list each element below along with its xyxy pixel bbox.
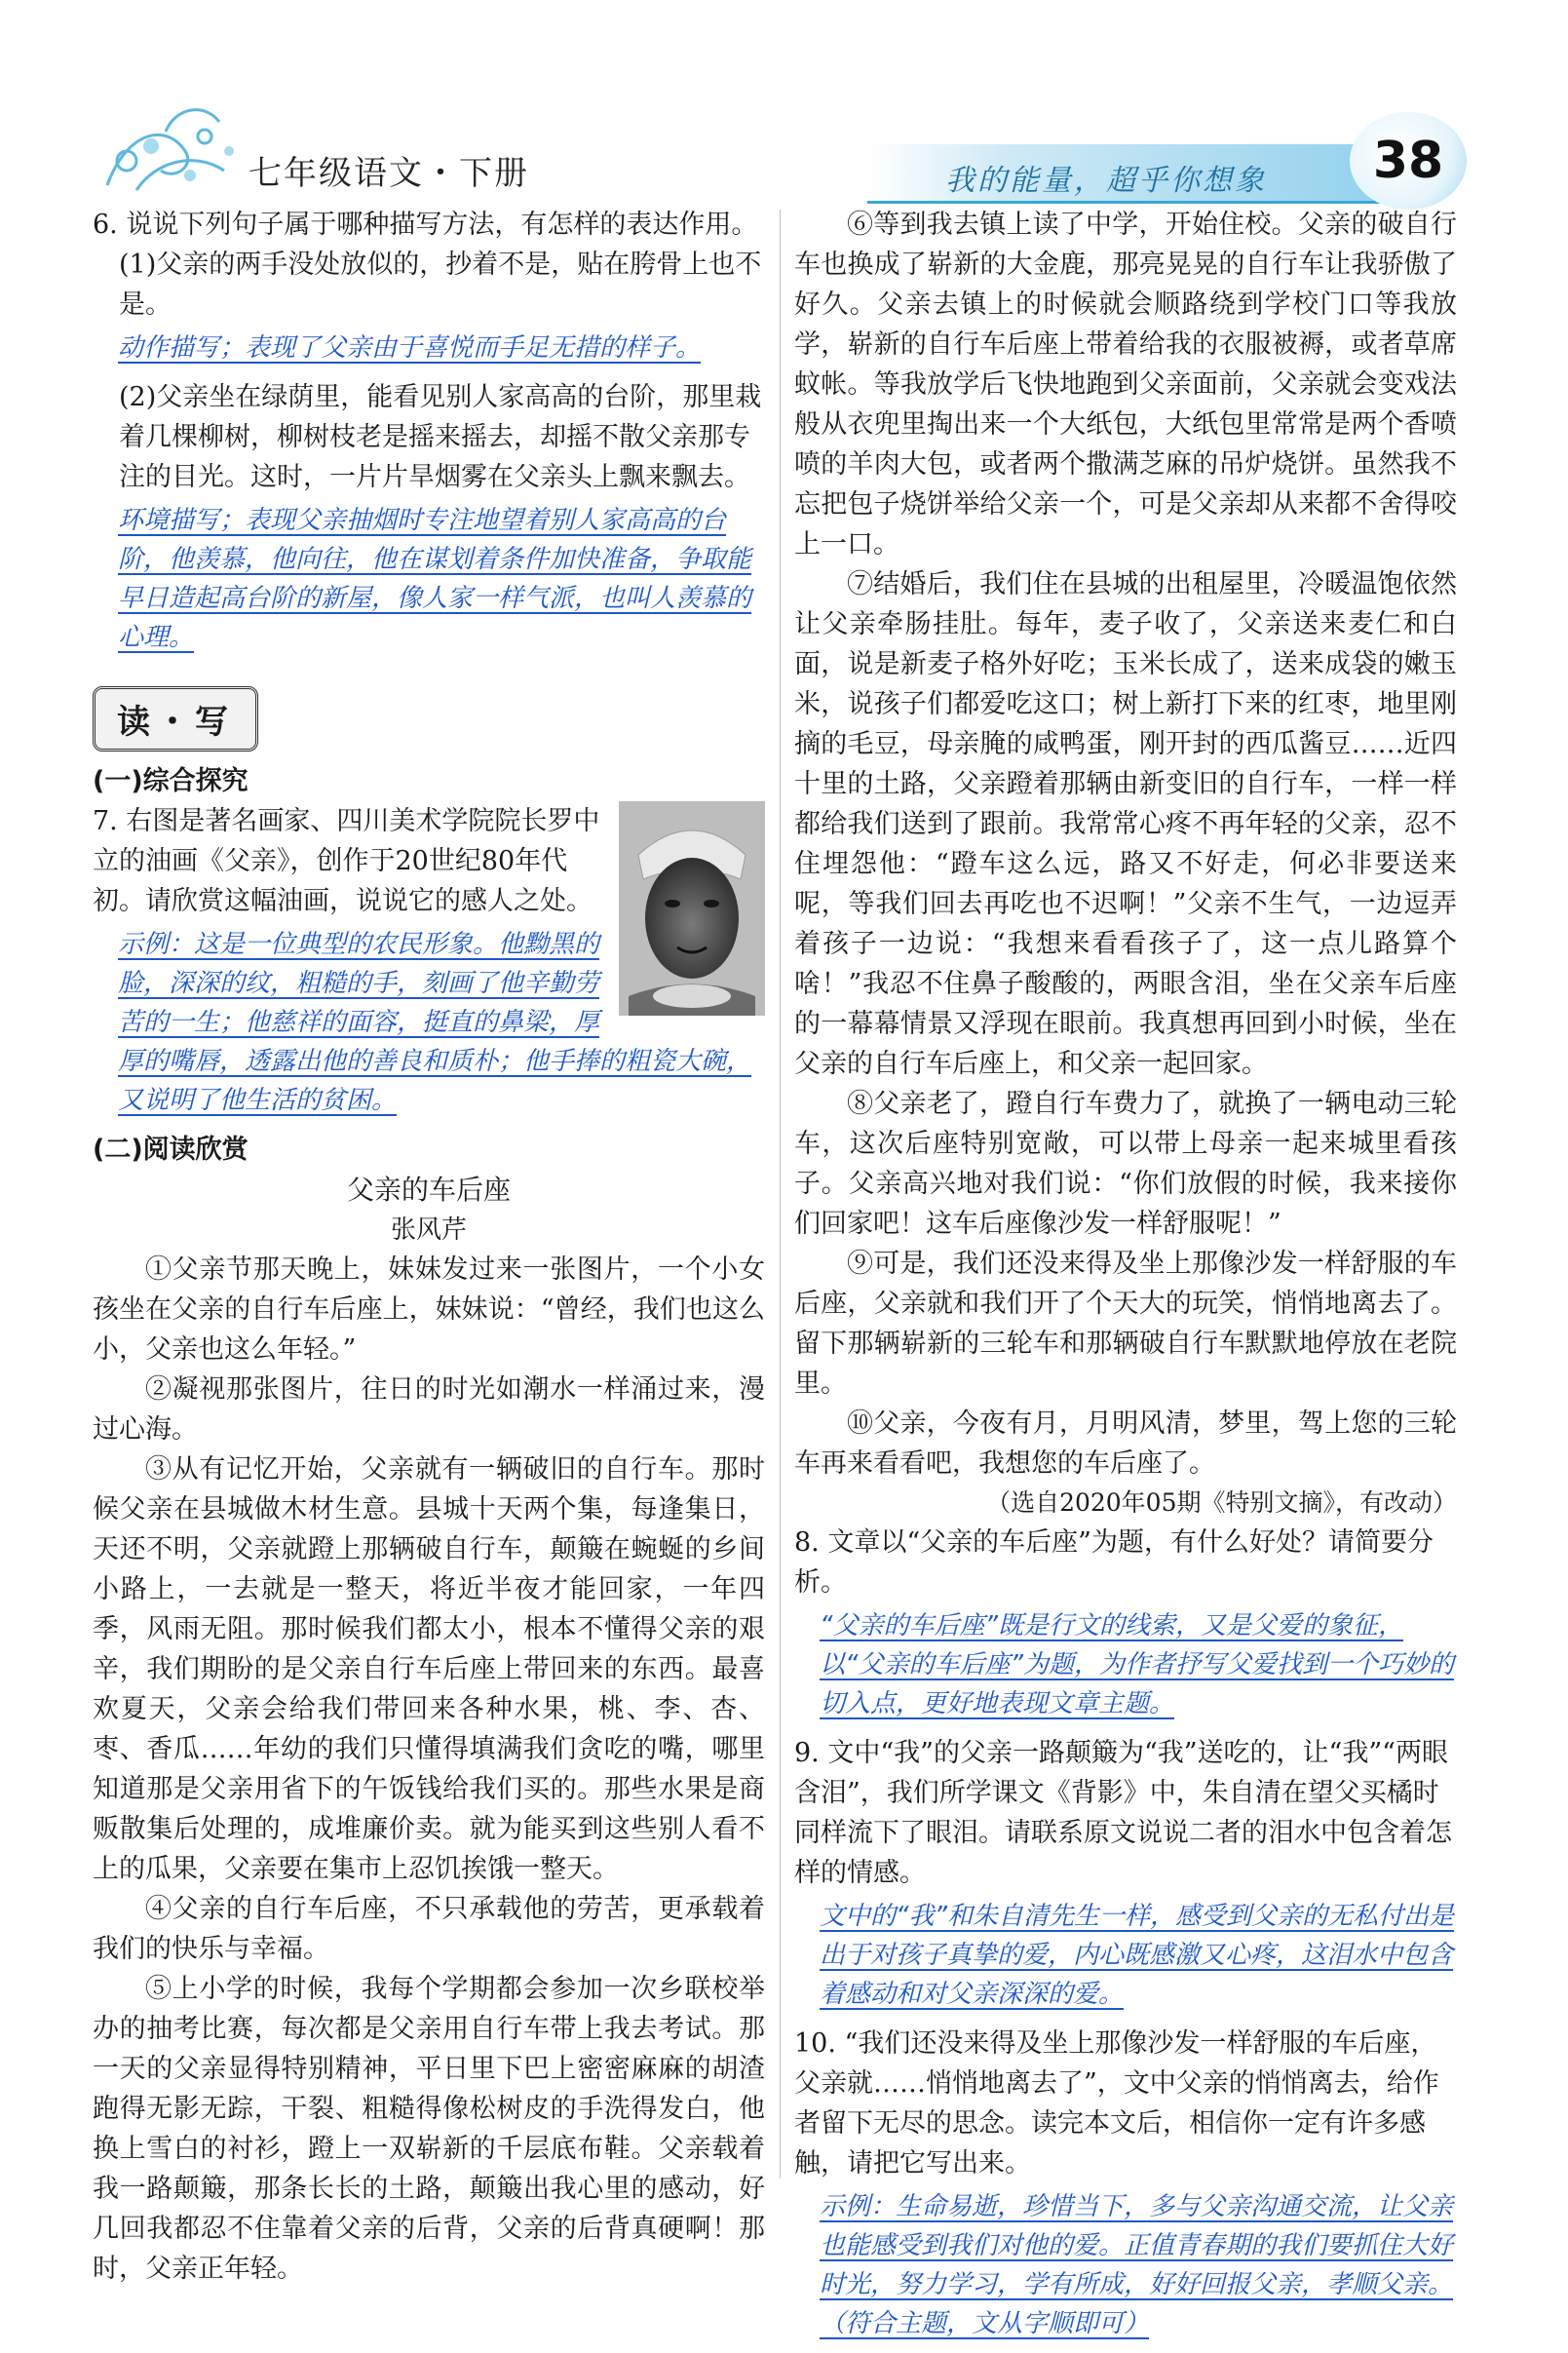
- article-paragraph-3: ③从有记忆开始，父亲就有一辆破旧的自行车。那时候父亲在县城做木材生意。县城十天两个集，每逢集日，天还不明，父亲就蹬上那辆破自行车，颠簸在蜿蜒的乡间小路上，一去就是一整天，将近半夜才能回家，一年四季，风雨无阻。那时候我们都太小，根本不懂得父亲的艰辛，我们期盼的是父亲自行车后座上带回来的东西。最喜欢夏天，父亲会给我们带回来各种水果，桃、李、杏、枣、香瓜……年幼的我们只懂得填满我们贪吃的嘴，哪里知道那是父亲用省下的午饭钱给我们买的。那些水果是商贩散集后处理的，成堆廉价卖。就为能买到这些别人看不上的瓜果，父亲要在集市上忍饥挨饿一整天。: [93, 1454, 765, 1884]
- article-paragraph-7: ⑦结婚后，我们住在县城的出租屋里，冷暖温饱依然让父亲牵肠挂肚。每年，麦子收了，父亲送来麦仁和白面，说是新麦子格外好吃；玉米长成了，送来成袋的嫩玉米，说孩子们都爱吃这口；树上新打下来的红枣，地里刚摘的毛豆，母亲腌的咸鸭蛋，刚开封的西瓜酱豆……近四十里的土路，父亲蹬着那辆由新变旧的自行车，一样一样都给我们送到了跟前。我常常心疼不再年轻的父亲，忍不住埋怨他：“蹬车这么远，路又不好走，何必非要送来呢，等我们回去再吃也不迟啊！”父亲不生气，一边逗弄着孩子一边说：“我想来看看孩子了，这一点儿路算个啥！”我忍不住鼻子酸酸的，两眼含泪，坐在父亲车后座的一幕幕情景又浮现在眼前。我真想再回到小时候，坐在父亲的自行车后座上，和父亲一起回家。: [794, 569, 1457, 1079]
- page-header: [0, 0, 1568, 210]
- question-9-answer: 文中的“我”和朱自清先生一样，感受到父亲的无私付出是出于对孩子真挚的爱，内心既感激又心疼，这泪水中包含着感动和对父亲深深的爱。: [820, 1902, 1454, 2009]
- article-paragraph-9: ⑨可是，我们还没来得及坐上那像沙发一样舒服的车后座，父亲就和我们开了个天大的玩笑，悄悄地离去了。留下那辆崭新的三轮车和那辆破自行车默默地停放在老院里。: [794, 1249, 1457, 1399]
- question-6-stem: 6. 说说下列句子属于哪种描写方法，有怎样的表达作用。: [93, 210, 758, 240]
- question-10-stem: 10. “我们还没来得及坐上那像沙发一样舒服的车后座，父亲就……悄悄地离去了”，文中父亲的悄悄离去，给作者留下无尽的思念。读完本文后，相信你一定有许多感触，请把它写出来。: [794, 2028, 1439, 2179]
- question-9-stem: 9. 文中“我”的父亲一路颠簸为“我”送吃的，让“我”“两眼含泪”，我们所学课文《背影》中，朱自清在望父买橘时同样流下了眼泪。请联系原文说说二者的泪水中包含着怎样的情感。: [794, 1738, 1452, 1888]
- floral-ornament-icon: [97, 93, 244, 200]
- column-divider: [780, 210, 781, 2179]
- section-comprehensive-inquiry: (一)综合探究: [93, 766, 249, 796]
- article-source: （选自2020年05期《特别文摘》，有改动）: [986, 1488, 1457, 1517]
- article-paragraph-1: ①父亲节那天晚上，妹妹发过来一张图片，一个小女孩坐在父亲的自行车后座上，妹妹说：“曾经，我们也这么小，父亲也这么年轻。”: [93, 1254, 765, 1365]
- right-column: [794, 205, 1457, 2353]
- read-write-section-label: 读・写: [93, 686, 258, 752]
- article-paragraph-10: ⑩父亲，今夜有月，月明风清，梦里，驾上您的三轮车再来看看吧，我想您的车后座了。: [794, 1408, 1457, 1479]
- question-6-sentence-2: (2)父亲坐在绿荫里，能看见别人家高高的台阶，那里栽着几棵柳树，柳树枝老是摇来摇去，却摇不散父亲那专注的目光。这时，一片片旱烟雾在父亲头上飘来飘去。: [119, 382, 762, 492]
- question-6-answer-2: 环境描写；表现父亲抽烟时专注地望着别人家高高的台阶，他羡慕，他向往，他在谋划着条件加快准备，争取能早日造起高台阶的新屋，像人家一样气派，也叫人羡慕的心理。: [118, 506, 752, 652]
- header-slogan: 我的能量，超乎你想象: [945, 164, 1267, 198]
- article-paragraph-5: ⑤上小学的时候，我每个学期都会参加一次乡联校举办的抽考比赛，每次都是父亲用自行车带上我去考试。那一天的父亲显得特别精神，平日里下巴上密密麻麻的胡渣跑得无影无踪，干裂、粗糙得像松树皮的手洗得发白，他换上雪白的衬衫，蹬上一双崭新的千层底布鞋。父亲载着我一路颠簸，那条长长的土路，颠簸出我心里的感动，好几回我都忍不住靠着父亲的后背，父亲的后背真硬啊！那时，父亲正年轻。: [93, 1974, 765, 2284]
- question-6-sentence-1: (1)父亲的两手没处放似的，抄着不是，贴在胯骨上也不是。: [119, 250, 762, 320]
- oil-painting-father-image: [619, 801, 765, 1016]
- left-column: [93, 205, 765, 2289]
- article-paragraph-2: ②凝视那张图片，往日的时光如潮水一样涌过来，漫过心海。: [93, 1374, 765, 1445]
- question-10-answer: 示例：生命易逝，珍惜当下，多与父亲沟通交流，让父亲也能感受到我们对他的爱。正值青春期的我们要抓住大好时光，努力学习，学有所成，好好回报父亲，孝顺父亲。（符合主题，文从字顺即可）: [820, 2192, 1454, 2338]
- page-number: 38: [1350, 112, 1467, 210]
- article-author: 张风芹: [390, 1215, 467, 1245]
- question-7-stem: 7. 右图是著名画家、四川美术学院院长罗中立的油画《父亲》，创作于20世纪80年代初。请欣赏这幅油画，说说它的感人之处。: [93, 806, 600, 916]
- book-title: 七年级语文・下册: [249, 154, 529, 193]
- question-8-stem: 8. 文章以“父亲的车后座”为题，有什么好处？请简要分析。: [794, 1527, 1434, 1598]
- article-paragraph-8: ⑧父亲老了，蹬自行车费力了，就换了一辆电动三轮车，这次后座特别宽敞，可以带上母亲一起来城里看孩子。父亲高兴地对我们说：“你们放假的时候，我来接你们回家吧！这车后座像沙发一样舒服呢！”: [794, 1089, 1457, 1239]
- section-reading-appreciation: (二)阅读欣赏: [93, 1135, 249, 1165]
- article-title: 父亲的车后座: [346, 1174, 511, 1206]
- question-6-answer-1: 动作描写；表现了父亲由于喜悦而手足无措的样子。: [118, 333, 702, 363]
- question-7-answer: 示例：这是一位典型的农民形象。他黝黑的脸，深深的纹，粗糙的手，刻画了他辛勤劳苦的一生；他慈祥的面容，挺直的鼻梁，厚厚的嘴唇，透露出他的善良和质朴；他手捧的粗瓷大碗，又说明了他生活的贫困。: [118, 930, 752, 1115]
- question-8-answer: “父亲的车后座”既是行文的线索，又是父爱的象征，以“父亲的车后座”为题，为作者抒写父爱找到一个巧妙的切入点，更好地表现文章主题。: [820, 1611, 1454, 1718]
- article-paragraph-6: ⑥等到我去镇上读了中学，开始住校。父亲的破自行车也换成了崭新的大金鹿，那亮晃晃的自行车让我骄傲了好久。父亲去镇上的时候就会顺路绕到学校门口等我放学，崭新的自行车后座上带着给我的衣服被褥，或者草席蚊帐。等我放学后飞快地跑到父亲面前，父亲就会变戏法般从衣兜里掏出来一个大纸包，大纸包里常常是两个香喷喷的羊肉大包，或者两个撒满芝麻的吊炉烧饼。虽然我不忘把包子烧饼举给父亲一个，可是父亲却从来都不舍得咬上一口。: [794, 210, 1457, 559]
- article-paragraph-4: ④父亲的自行车后座，不只承载他的劳苦，更承载着我们的快乐与幸福。: [93, 1894, 765, 1964]
